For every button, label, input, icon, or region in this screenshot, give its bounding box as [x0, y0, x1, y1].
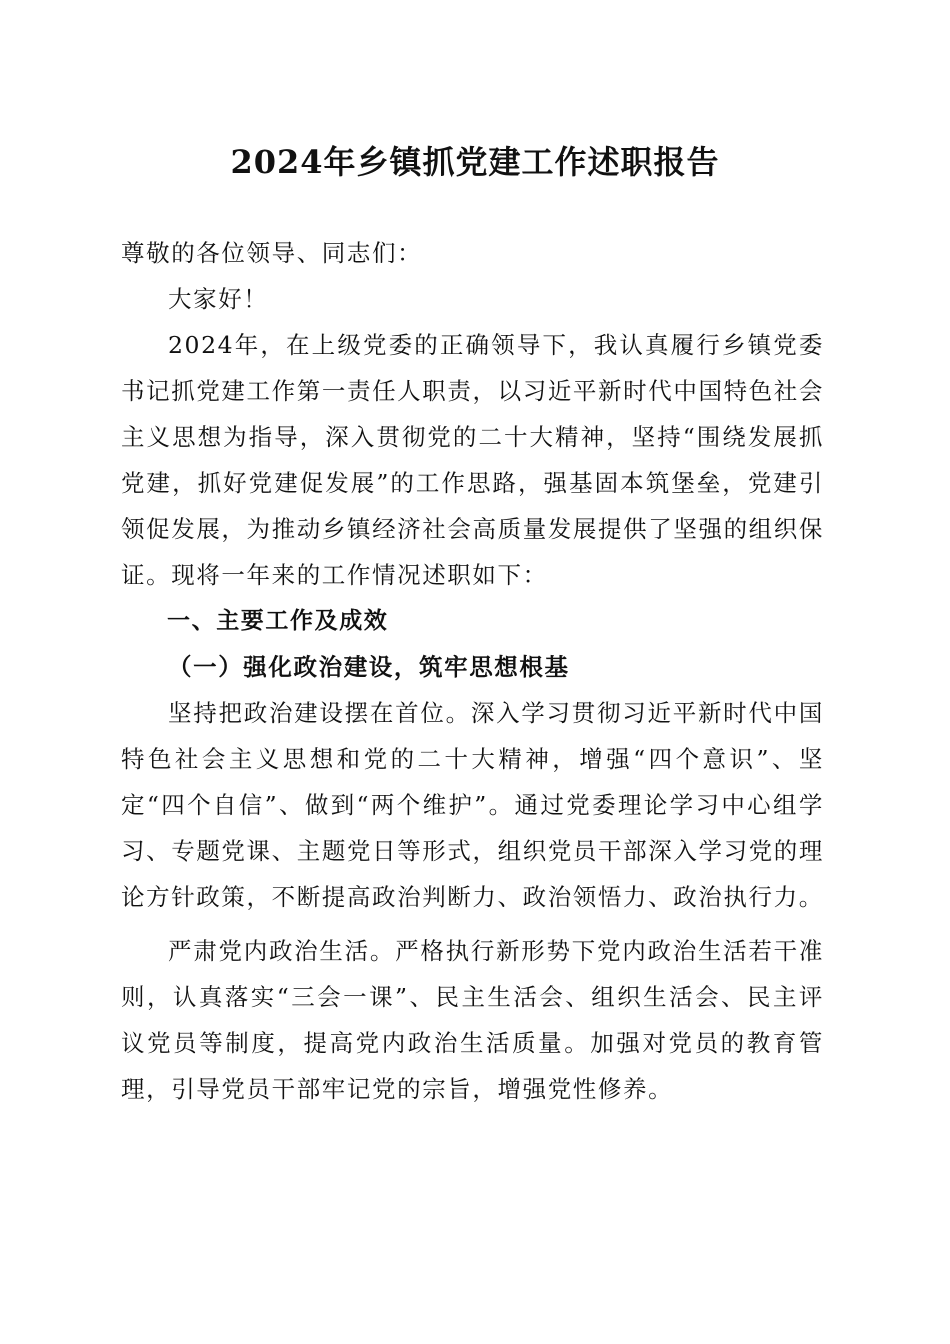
salutation: 尊敬的各位领导、同志们： [121, 239, 423, 267]
body-paragraph: 严肃党内政治生活。严格执行新形势下党内政治生活若干准则，认真落实“三会一课”、民主生活会、组织生活会、民主评议党员等制度，提高党内政治生活质量。加强对党员的教育管理，引导党员干部牢记党的宗旨，增强党性修养。 [121, 937, 824, 1103]
subsection-heading: （一）强化政治建设，筑牢思想根基 [168, 653, 570, 681]
section-heading: 一、主要工作及成效 [167, 608, 389, 634]
body-paragraph: 坚持把政治建设摆在首位。深入学习贯彻习近平新时代中国特色社会主义思想和党的二十大精神，增强“四个意识”、坚定“四个自信”、做到“两个维护”。通过党委理论学习中心组学习、专题党课、主题党日等形式，组织党员干部深入学习党的理论方针政策，不断提高政治判断力、政治领悟力、政治执行力。 [121, 699, 824, 911]
greeting: 大家好！ [168, 285, 269, 313]
document-title: 2024年乡镇抓党建工作述职报告 [230, 143, 720, 181]
intro-paragraph: 2024年，在上级党委的正确领导下，我认真履行乡镇党委书记抓党建工作第一责任人职责，以习近平新时代中国特色社会主义思想为指导，深入贯彻党的二十大精神，坚持“围绕发展抓党建，抓好党建促发展”的工作思路，强基固本筑堡垒，党建引领促发展，为推动乡镇经济社会高质量发展提供了坚强的组织保证。现将一年来的工作情况述职如下： [121, 331, 824, 589]
document-body [121, 230, 824, 1112]
